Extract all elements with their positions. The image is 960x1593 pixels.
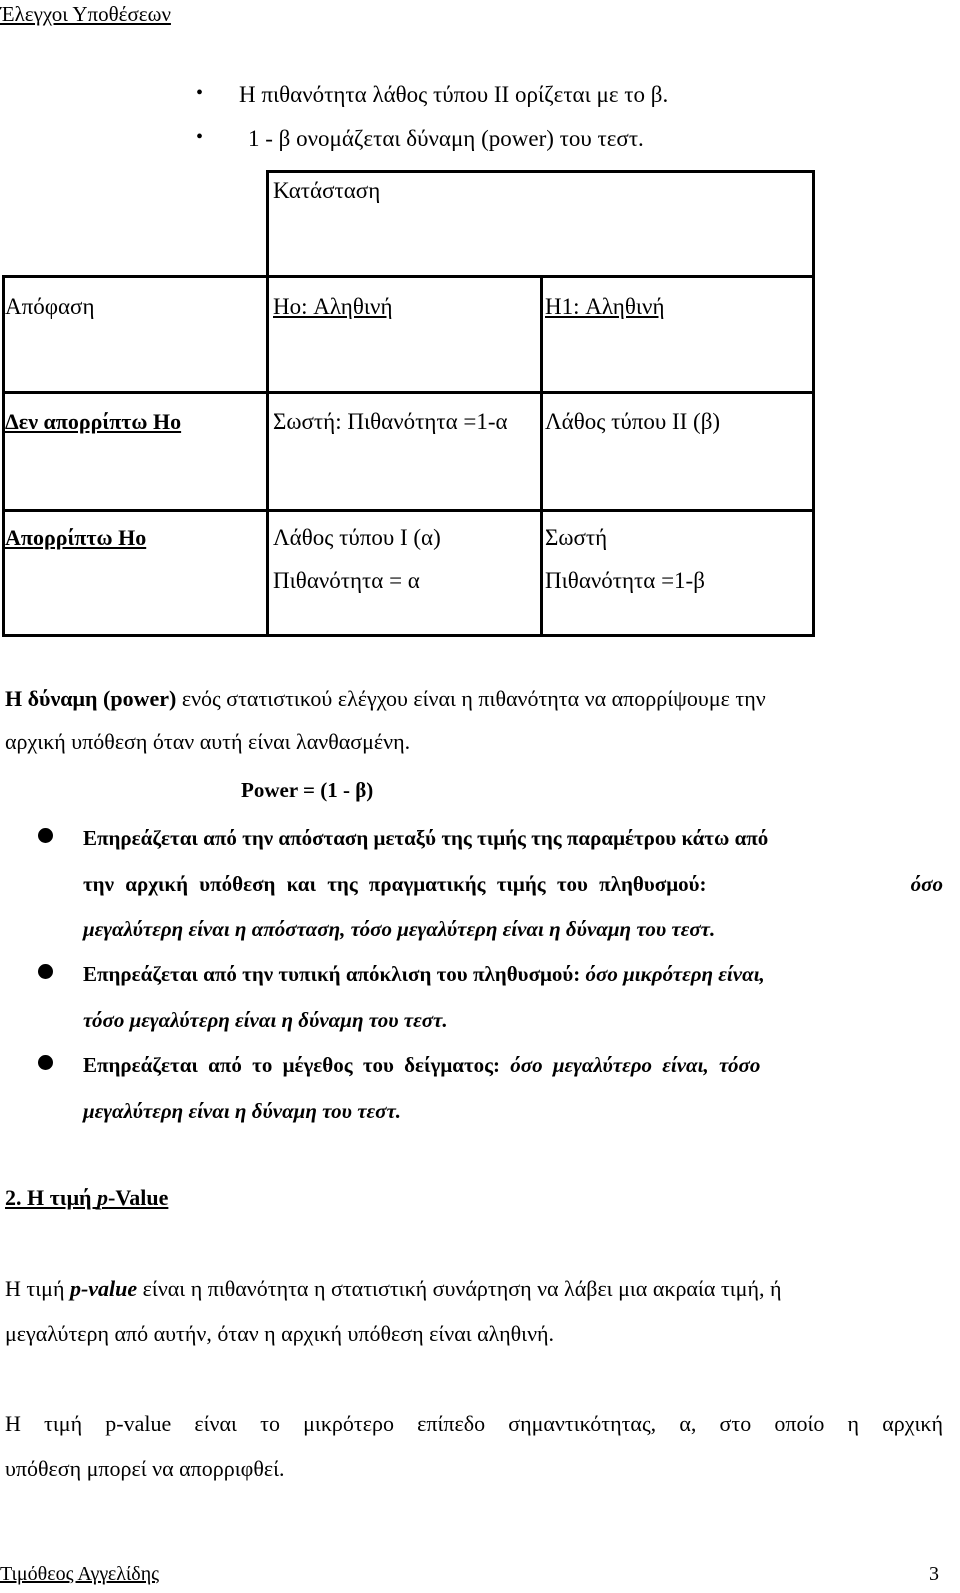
power-formula: Power = (1 - β) — [241, 778, 374, 802]
table-border — [2, 509, 813, 512]
row-reject-label: Απορρίπτω Ho — [5, 525, 147, 550]
column-h1-true: H1: Αληθινή — [545, 294, 665, 319]
table-border — [540, 275, 543, 637]
bullet-icon — [38, 828, 53, 843]
column-h0-true: Ho: Αληθινή — [273, 294, 393, 319]
cell-probability-1-minus-beta: Πιθανότητα =1-β — [545, 568, 705, 593]
cell-type-i-error: Λάθος τύπου Ι (α) — [273, 525, 441, 550]
bullet-type-ii-error: • Η πιθανότητα λάθος τύπου ΙΙ ορίζεται με το β. — [196, 82, 669, 107]
section-heading-p-value: 2. Η τιμή p-Value — [5, 1185, 169, 1210]
power-paragraph-line1: Η δύναμη (power) ενός στατιστικού ελέγχου είναι η πιθανότητα να απορρίψουμε την — [5, 686, 766, 711]
cell-correct: Σωστή — [545, 525, 608, 550]
bullet-icon — [38, 964, 53, 979]
table-border — [2, 275, 813, 278]
table-border — [2, 391, 813, 394]
table-border — [266, 170, 813, 173]
factor-3-line2: μεγαλύτερη είναι η δύναμη του τεστ. — [83, 1099, 402, 1123]
bullet-power-definition: • 1 - β ονομάζεται δύναμη (power) του τεστ. — [196, 126, 644, 151]
factor-1-line3: μεγαλύτερη είναι η απόσταση, τόσο μεγαλύτερη είναι η δύναμη του τεστ. — [83, 917, 716, 941]
table-border — [2, 634, 813, 637]
power-paragraph-line2: αρχική υπόθεση όταν αυτή είναι λανθασμένη. — [5, 729, 411, 754]
pvalue-paragraph2-line1: Η τιμή p-value είναι το μικρότερο επίπεδο σημαντικότητας, α, στο οποίο η αρχική — [5, 1411, 943, 1436]
state-header: Κατάσταση — [273, 178, 381, 203]
decision-header: Απόφαση — [5, 294, 95, 319]
factor-2-line1: Επηρεάζεται από την τυπική απόκλιση του πληθυσμού: όσο μικρότερη είναι, — [83, 962, 765, 986]
factor-2-line2: τόσο μεγαλύτερη είναι η δύναμη του τεστ. — [83, 1008, 448, 1032]
pvalue-paragraph1-line2: μεγαλύτερη από αυτήν, όταν η αρχική υπόθεση είναι αληθινή. — [5, 1321, 555, 1346]
cell-correct-1-minus-alpha: Σωστή: Πιθανότητα =1-α — [273, 409, 508, 434]
pvalue-paragraph1-line1: Η τιμή p-value είναι η πιθανότητα η στατιστική συνάρτηση να λάβει μια ακραία τιμή, ή — [5, 1276, 782, 1301]
factor-3-line1: Επηρεάζεται από το μέγεθος του δείγματος: όσο μεγαλύτερο είναι, τόσο — [83, 1053, 761, 1077]
pvalue-paragraph2-line2: υπόθεση μπορεί να απορριφθεί. — [5, 1456, 285, 1481]
cell-type-ii-error: Λάθος τύπου ΙΙ (β) — [545, 409, 721, 434]
footer-page-number: 3 — [929, 1563, 939, 1585]
footer-author: Τιμόθεος Αγγελίδης — [0, 1563, 160, 1585]
cell-probability-alpha: Πιθανότητα = α — [273, 568, 420, 593]
factor-1-line2: την αρχική υπόθεση και της πραγματικής τιμής του πληθυσμού: όσο — [83, 872, 943, 896]
row-do-not-reject-label: Δεν απορρίπτω Ho — [5, 409, 182, 434]
bullet-icon: • — [196, 126, 204, 148]
bullet-icon: • — [196, 82, 204, 104]
table-border — [266, 170, 269, 637]
table-border — [812, 170, 815, 637]
table-border — [2, 275, 5, 637]
bullet-icon — [38, 1055, 53, 1070]
page-header-title: Έλεγχοι Υποθέσεων — [0, 2, 171, 26]
factor-1-line1: Επηρεάζεται από την απόσταση μεταξύ της τιμής της παραμέτρου κάτω από — [83, 826, 769, 850]
